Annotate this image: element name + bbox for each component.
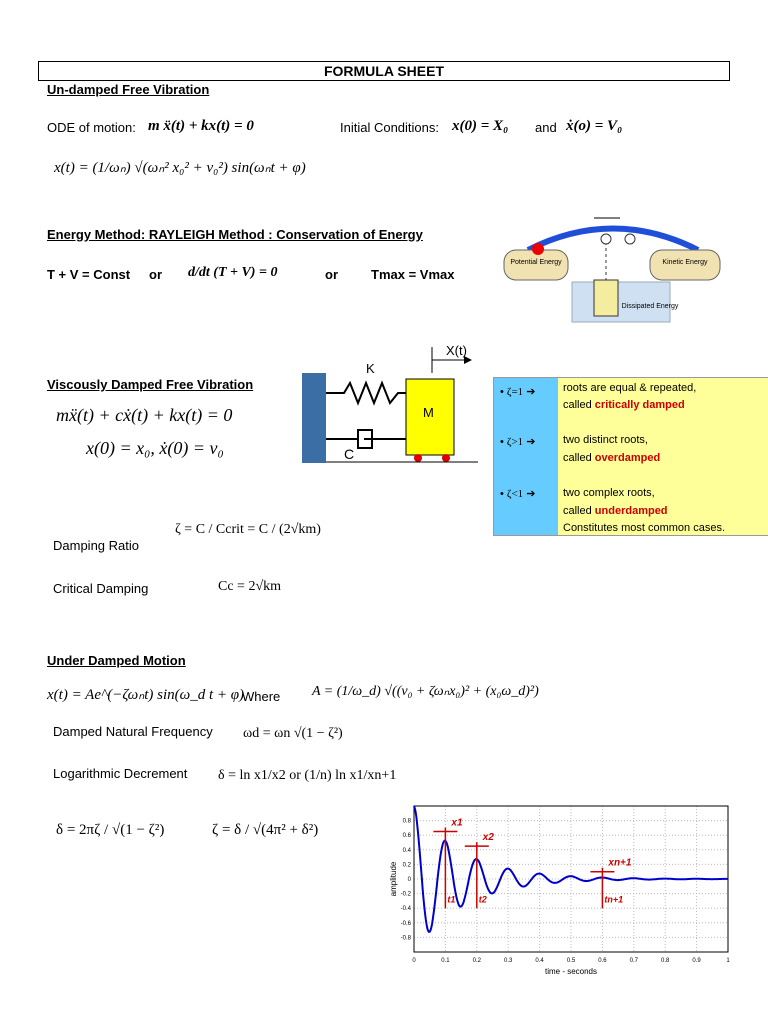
energy-arc bbox=[528, 229, 698, 251]
chart-x-tick-label: 0.5 bbox=[566, 958, 576, 964]
ic-equation-1: x(0) = X₀ bbox=[452, 118, 509, 134]
chart-annotations bbox=[433, 818, 632, 909]
panel-sidebar bbox=[494, 378, 558, 535]
case-1-line-2: called critically damped bbox=[563, 399, 685, 411]
case-1-condition: • ζ=1 ➔ bbox=[500, 386, 536, 398]
chart-x-tick-label: 0.7 bbox=[629, 958, 638, 964]
case-3-condition: • ζ<1 ➔ bbox=[500, 488, 536, 500]
wheel-icon bbox=[442, 454, 450, 462]
wheel-icon bbox=[414, 454, 422, 462]
log-decrement-equation: δ = ln x1/x2 or (1/n) ln x1/xn+1 bbox=[218, 768, 397, 783]
zeta-equation: ζ = δ / √(4π² + δ²) bbox=[212, 822, 319, 838]
dissipated-label: Dissipated Energy bbox=[621, 303, 679, 310]
chart-y-axis-label: amplitude bbox=[389, 861, 398, 897]
underdamped-heading: Under Damped Motion bbox=[47, 653, 186, 668]
case-3-line-3: Constitutes most common cases. bbox=[563, 522, 726, 534]
chart-annotation-label: x1 bbox=[451, 817, 463, 829]
chart-annotation-label: xn+1 bbox=[608, 857, 632, 869]
chart-annotation-label: t2 bbox=[478, 894, 487, 905]
amplitude-equation: A = (1/ω_d) √((v₀ + ζωₙx₀)² + (x₀ω_d)²) bbox=[312, 684, 539, 699]
energy-diagram bbox=[498, 212, 726, 324]
where-label: Where bbox=[242, 689, 281, 704]
kinetic-label: Kinetic Energy bbox=[662, 259, 708, 266]
viscous-eq-2: x(0) = x₀, ẋ(0) = v₀ bbox=[86, 438, 224, 458]
energy-eq-2: d/dt (T + V) = 0 bbox=[188, 265, 278, 280]
chart-annotation-label: tn+1 bbox=[604, 894, 624, 905]
chart-x-tick-label: 0.9 bbox=[692, 958, 701, 964]
spark-icon bbox=[532, 243, 544, 255]
potential-label: Potential Energy bbox=[510, 259, 562, 266]
critical-damping-equation: Cc = 2√km bbox=[218, 579, 282, 594]
spring-label: K bbox=[366, 361, 375, 376]
chart-y-tick-label: 0 bbox=[407, 877, 411, 883]
mass-label: M bbox=[423, 405, 434, 420]
valve-icon bbox=[601, 234, 611, 244]
case-2-condition: • ζ>1 ➔ bbox=[500, 436, 536, 448]
chart-y-tick-label: 0.6 bbox=[402, 833, 411, 840]
chart-x-tick-label: 0.1 bbox=[441, 958, 450, 964]
spring-icon bbox=[326, 383, 406, 403]
damper-label: C bbox=[344, 446, 355, 462]
chart-x-axis-label: time - seconds bbox=[544, 967, 598, 976]
damping-cases-panel bbox=[493, 377, 768, 536]
ode-equation: m ẍ(t) + kx(t) = 0 bbox=[148, 118, 254, 134]
chart-x-tick-label: 0.6 bbox=[598, 958, 607, 964]
case-3-line-2: called underdamped bbox=[563, 505, 668, 517]
undamped-heading: Un-damped Free Vibration bbox=[47, 82, 210, 97]
mass-spring-diagram bbox=[300, 343, 480, 465]
damped-frequency-label: Damped Natural Frequency bbox=[53, 724, 213, 739]
chart-y-tick-label: -0.4 bbox=[400, 906, 411, 913]
chart-x-tick-label: 0.2 bbox=[472, 958, 481, 964]
page-title: FORMULA SHEET bbox=[38, 61, 730, 81]
energy-eq-1: T + V = Const bbox=[47, 267, 131, 282]
gauge-icon bbox=[625, 234, 635, 244]
decay-chart bbox=[384, 800, 744, 980]
energy-or-2: or bbox=[325, 267, 338, 282]
chart-x-tick-label: 0.4 bbox=[535, 958, 544, 964]
case-3-line-1: two complex roots, bbox=[563, 487, 655, 499]
case-2-line-2: called overdamped bbox=[563, 452, 661, 464]
ode-label: ODE of motion: bbox=[47, 120, 136, 135]
chart-annotation-label: x2 bbox=[482, 832, 494, 844]
case-1-line-1: roots are equal & repeated, bbox=[563, 382, 697, 394]
chart-y-tick-label: -0.6 bbox=[400, 920, 411, 927]
dissipation-box bbox=[572, 282, 670, 322]
ic-and: and bbox=[535, 120, 557, 135]
chart-y-tick-label: -0.8 bbox=[400, 935, 411, 942]
energy-heading: Energy Method: RAYLEIGH Method : Conservation of Energy bbox=[47, 227, 423, 242]
chart-annotation-label: t1 bbox=[447, 894, 456, 905]
damping-ratio-label: Damping Ratio bbox=[53, 538, 139, 553]
damper-icon bbox=[594, 280, 618, 316]
chart-y-tick-label: 0.2 bbox=[402, 862, 411, 869]
chart-x-tick-label: 1 bbox=[726, 958, 730, 964]
critical-damping-label: Critical Damping bbox=[53, 581, 149, 596]
chart-y-tick-label: 0.8 bbox=[402, 818, 411, 825]
energy-eq-3: Tmax = Vmax bbox=[371, 267, 455, 282]
chart-x-tick-label: 0.3 bbox=[504, 958, 513, 964]
chart-y-tick-label: -0.2 bbox=[400, 891, 411, 898]
underdamped-equation: x(t) = Ae^(−ζωₙt) sin(ω_d t + φ) bbox=[47, 687, 245, 703]
displacement-label: X(t) bbox=[446, 343, 467, 358]
chart-y-tick-label: 0.4 bbox=[402, 847, 411, 854]
chart-x-tick-label: 0 bbox=[412, 958, 416, 964]
undamped-solution: x(t) = (1/ωₙ) √(ωₙ² x₀² + v₀²) sin(ωₙt + φ) bbox=[54, 160, 306, 176]
log-decrement-label: Logarithmic Decrement bbox=[53, 766, 188, 781]
viscous-heading: Viscously Damped Free Vibration bbox=[47, 377, 254, 392]
viscous-eq-1: mẍ(t) + cẋ(t) + kx(t) = 0 bbox=[56, 405, 233, 425]
case-2-line-1: two distinct roots, bbox=[563, 434, 648, 446]
wall bbox=[302, 373, 326, 463]
ic-label: Initial Conditions: bbox=[340, 120, 439, 135]
damped-frequency-equation: ωd = ωn √(1 − ζ²) bbox=[243, 726, 343, 741]
damping-ratio-equation: ζ = C / Ccrit = C / (2√km) bbox=[175, 522, 321, 537]
delta-equation: δ = 2πζ / √(1 − ζ²) bbox=[56, 822, 165, 838]
chart-ticks bbox=[401, 819, 731, 964]
chart-x-tick-label: 0.8 bbox=[661, 958, 670, 964]
energy-or-1: or bbox=[149, 267, 162, 282]
ic-equation-2: ẋ(o) = V₀ bbox=[566, 118, 623, 134]
